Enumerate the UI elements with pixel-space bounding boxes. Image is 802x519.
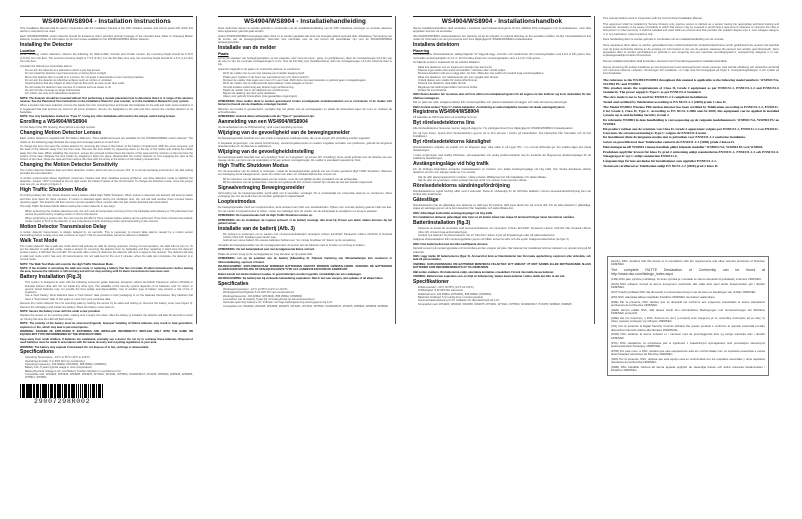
certification-notes <box>603 79 779 169</box>
paragraph: The High Traffic Shutdown Mode affects testing the motion detector in two ways: <box>20 205 116 209</box>
bullet-list <box>218 178 392 185</box>
bullet-list <box>218 72 392 98</box>
declaration-paragraph: (SWE) DSC bekräftar härmed att denna apparat uppfyller de väsentliga kraven och andra relevanta bestämmelser i Direktivet 1999/5/EC. <box>611 365 765 373</box>
paragraph: Verzending van de bewegingsmelder wordt altijd met 6 seconden vertraagd. Dit is noodzakelijk om onterechte alarmen te voorkomen. Deze vertraging van zes seconden kan niet worden gewijzigd of uitgeschakeld. <box>218 192 392 199</box>
list-item: • Do not locate the detector near sources of moisture such as steam or oil <box>25 86 193 89</box>
list-item: • Mount the detector flat on a wall or in a corner. Do not angle it downwards or use mounting brackets <box>25 76 193 79</box>
declaration-paragraph: (GRE) Δια του παρόντος, η DSC, δηλώνει ότι αυτή η συσκευή είναι σύμφωνη με τις ουσιώδεις απαιτήσεις και με όλες τις άλλες σχετικές αναφορές της Οδηγίας 1999/5/EC. <box>611 316 765 324</box>
list-item: • Battery Life: 5 years (typical usage in room temperature) <box>25 366 193 369</box>
paragraph: Alla rörelsedetektorer levereras med en vägg-till-vägg-lins. Tre ytterligare linser finns tillgängliga för WS4904/WS8904 rörelsedetektorn. <box>413 127 574 131</box>
list-item: • Placera inga melder eller andra värmekällor i närheten eller i direkt solljus. <box>418 69 591 72</box>
paragraph: Deze instructies dienen te worden gebruikt in combinatie met de installatiehandleiding van de DSC draadloze ontvanger en centrale waarmee deze apparatuur gebruikt gaat worden. <box>218 27 392 34</box>
list-item: • Battery/Nominal Voltage is 3V. Low Battery Trouble indication is provided at 2.2V <box>25 370 193 373</box>
declaration-paragraph: (ITA) Con la presente la Digital Security Controls dichiara che questo prodotto è conforme ai requisiti essenziali ed altre disposizioni rilevanti relative alla Direttiva 1999/05/CE. <box>611 324 765 332</box>
list-item: • For indoor use only (non-hazardous locations) <box>25 92 193 95</box>
paragraph: Avlägsna rörelsedetektorn från monteringsplattan genom att hålla i sensorns sidor och dra uppåt. Avlägsna batterilocket (se figur 3). <box>413 238 570 242</box>
note-paragraph: NOTE: The detector should be mounted without first performing a module placement test to determine that it is in range of the wireless receiver. See the Placement Test instructions in the Installation Sheet for your receiver, or in the Installation Manual for your system. <box>20 96 193 103</box>
barcode-number: 29007298R002 <box>34 397 91 405</box>
paragraph: Remove the motion detector from its mounting plate by holding the sensor by its sides and pulling up. Remove the battery cover (see Figure 3). Remove the old battery and install new battery. Place the battery cover back on. <box>20 302 193 309</box>
declaration-paragraph: (CZE) DSC jako výrobce prohlašuje, že tento výrobek je v souladu se všemi relevantními požadavky směrnice 1999/5/EC. <box>611 276 762 281</box>
list-item: • Richt de melder niet op reflecterende oppervlakken zoals spiegels of ramen. <box>223 82 392 85</box>
section-heading: Enrolling a WS4904/WS8904 <box>20 119 87 126</box>
declaration-paragraph: (SPA) Por la presente, DSC, declara que este equipo está en conformidad con los requisitos esenciales y otros requisitos relevantes de la Directiva 1999/5/EC. <box>611 356 765 365</box>
declaration-paragraph: The complete R&TTE Declaration of Conformity can be found at http://www.dsc.com/listings_index.aspx <box>611 268 765 277</box>
certification-paragraph: Getest en gecertificeerd door Telefication conform de EN50131-2-2 (2008) grade 2 klasse II. <box>603 140 735 145</box>
paragraph: Rörelsedetektorn har ett gåtestläge som aktiverar en LED-lysa för testbruk. LED-lysan tänds inte vid normal drift. För att sätta detektorn i gåtestläge, skapa ett sabotage genom att ta bort detektorn från bakplattan och sätta tillbaka den. <box>413 204 591 211</box>
column-dutch <box>218 16 392 309</box>
list-item: • Werkingsfrequentie: 433,92MHz (WS4904), 868,35MHz (WS8904) <box>223 295 392 298</box>
section-heading: Specifications <box>20 349 54 356</box>
barcode-bar <box>23 384 25 398</box>
paragraph: För att förlänga batteritiden använder rörelsedetektorn en funktion som kallas Avstängningsläge vid hög trafik. När rörelse detekteras skickar detektorn ett larm och stänger sedan av i tre minuter. <box>413 167 591 175</box>
paragraph: Op de achterkant van de PIR-behuizing, vindt u een zescijferig nummer. <box>218 126 304 130</box>
list-item: • Monteer de melder vlak tegen een muur of in een hoek. Richt deze niet naar beneden en gebruik geen montagebeugels. <box>223 79 392 82</box>
barcode-bar <box>37 384 39 398</box>
declaration-paragraph: (DUT) Hierbij verklaart DSC dat dit toestel in overeenstemming is met de eisen en bepalingen van richtlijn 1999/5/EC. <box>611 289 757 294</box>
list-item: • Do not limit the coverage by large obstructions <box>25 89 193 92</box>
barcode-bar <box>29 384 31 398</box>
paragraph: This manual shall be used in conjunction with the Control Panel Installation Manual. <box>603 17 703 20</box>
section-heading: Byt rörelsedetektorns känslighet <box>413 138 491 145</box>
list-item: • Werkingsluchtvochtigheid: 5 tot 93% RV niet-condenserend <box>223 291 392 294</box>
barcode-bar <box>99 384 101 398</box>
paragraph: Denna utrustning får endast installeras av servicepersonal (med servicepersonal menas personer med teknisk utbildning och erfarenhet att förstå och minimera riskerna i arbetet). Utrustningen bör installeras i en miljö med föroreningsgrad på högst 2, överspänningskategori II och endast på inomhusplatser. <box>603 65 779 76</box>
list-item: • Richt de melder niet op een trap waartoe een huisdier toegang heeft. <box>223 72 392 75</box>
barcode <box>20 384 193 398</box>
note-paragraph: OPMERKING: Als de installateur de looptest activeert of de batterij vervangt, dan moet hij 10 keer een alarm maken alvorens hij het gebied verlaat. <box>218 218 392 225</box>
certification-paragraph: Långsamt läge får inte användas för installationer som uppfyller EN50131-2-2. <box>603 158 717 163</box>
note-paragraph: NOTE: The polarity of the battery must be observed (Figure3). Improper handling of lithium batteries may result in heat generation, explosion or fire, which may lead to personal injuries. <box>20 322 193 329</box>
paragraph: De bewegingsmelder beschikt over een instelling "Snel" en "Langzaam" op jumper JP1 (Instelling). Deze wordt gebruikt voor de detectie van een nieuwe ruimte, een lens van de onderdelen of bij een andere montagehoogte. De melder is standaard ingesteld op Snel. <box>218 155 392 163</box>
paragraph: To prolong battery life, the motion detector uses a feature called High Traffic Shutdown. When motion is detected, the detector will send an alarm and then shut down for three minutes. If motion is detected again during the shutdown time, the unit will wait another three minutes before reporting again. The detector will then resume normal operation three minutes after the last motion detected was transmitted. <box>20 194 193 204</box>
list-item: • Rikta inte detektorn mot reflekterande ytor som speglar eller fönster. <box>418 76 591 79</box>
list-item: • When performing the module placement test, the unit must be temporarily removing it from the backplate and replacing it. The placement test cannot be performed by creating motion in front of the device. <box>25 210 193 217</box>
paragraph: Wanneer een locatie is geselecteerd, verwijder dan het plastic van de montagegaten en plaats de achterplaat tegen de muur en markeer de schroeflocaties. <box>218 107 392 114</box>
barcode-bar <box>102 384 103 398</box>
list-item: • Use a fresh battery. Most batteries have a "best before" date printed on their packaging or on the batteries themselves. Buy batteries that have a "best before" date of two years or more from your purchase date. <box>25 294 193 301</box>
paragraph: This equipment shall be installed by Service Persons only (service person is defined as a person having the appropriate technical training and experience necessary to be aware of hazards to which that person may be exposed in performing a task and of measures to minimize the risks to that person or other persons). It shall be installed and used within an environment that provides the pollution degree max 2, over voltages category II, in non-hazardous, indoor locations only. <box>603 22 779 36</box>
paragraph: I vissa omgivningar med kraftig luftrörelse, värmeapparater och andra problemvariabler ska du använda det långsamma detekteringsläget för att stabilisera detekteringen. <box>413 153 591 161</box>
subsection-heading: Plaats <box>218 52 229 57</box>
section-heading: Installing the Detector <box>20 41 73 48</box>
list-item: • Batteriets livslängd: 5 år (vanlig bruk i rumstemperatur) <box>418 296 591 299</box>
certification-paragraph: The reference to the WS4904/WS8904 throughout this manual is applicable to the following model numbers: WS4904 NA, WS4904 EU and WS8904. <box>603 77 779 86</box>
barcode-bar <box>85 384 87 398</box>
note-paragraph: NOTE: If the installer is relocating the walk test mode or replacing a battery that has not made 10 alarm transmissions before leaving the area, because the indicator is still working and will not stop working until 10 alarm transmissions have been sent. <box>20 267 193 274</box>
list-item: • Rikta inte detektorn mot en trappa som husdjur kan komma åt. <box>418 66 591 69</box>
note-paragraph: OPMERKING: Let op de polariteit van de batterij (Afbeelding 3). Onjuiste hantering van lithiumbatterijen kan resulteren in hitteontwikkeling, explosie of brand. <box>218 257 392 264</box>
section-heading: Changing the Motion Detector Sensitivity <box>20 162 118 168</box>
section-heading: Gåtestläge <box>413 197 439 204</box>
paragraph: De bewegingsmelder beschikt over een snelle en langzame meldingsmodus, die op de jumper JP1 (instelling) worden ingesteld. <box>218 137 371 141</box>
note-paragraph: OBS: Fäst batterilocket med den lilla medföljande skruven. <box>413 242 489 246</box>
note-paragraph: NOTE: The Walk Test Mode will override the High Traffic Shutdown Mode. <box>20 262 114 266</box>
paragraph: Each WS4904/WS8904 motion detector should be located so that it provides optimal coverage of the intended area. Refer to Changing Motion Detector Lenses below for information on the four lenses available for the WS4904/WS8904 Motion Detector. <box>20 34 193 42</box>
section-heading: Wijziging van de gevoeligheidsinstelling <box>218 148 314 155</box>
note-paragraph: OBS: Gåtestläget åsidosätter avstängningsläget vid hög trafik. <box>413 211 493 215</box>
list-item: • Använd nya batterier. De flesta batterier har ett "bäst före" datum tryckt på förpackningen eller på själva batterierna. <box>418 234 591 237</box>
paragraph: The motion detector features Fast and Slow detection modes, which are set on jumper JP1. In a normal operating environment, the fast setting provides the best detection. <box>20 169 193 176</box>
bullet-list <box>413 176 591 183</box>
list-item: • Bij het uitvoeren van de systeemtest, moet de unit gedurende drie minuten inactief zijn voordat de test kan worden uitgevoerd. <box>223 181 392 184</box>
content-blocks <box>218 27 392 308</box>
list-item: • Begränsa inte täckningsområdet med stora hinder. <box>418 86 591 89</box>
section-heading: Batteriinstallation (fig.3) <box>413 220 471 227</box>
declaration-of-conformity-box <box>607 256 769 376</box>
declaration-paragraph: (NOR) DSC erklærer at denne enheten er i samsvar med de grunnleggende krav og øvrige relevante krav i direktiv 1999/5/EF. <box>611 332 765 340</box>
page-title: WS4904/WS8904 - Installation Instructions <box>20 16 193 25</box>
note-paragraph: OBS! Denna detektor bör monteras utan att först utföra ett modulplaceringstest för att avgöra om den befinner sig inom räckvidden för den trådlösa mottagaren. <box>413 93 591 100</box>
content-blocks <box>20 27 193 380</box>
list-item: • Dit systeem is ontworpen om te werken met consumentenbatterijen: Energizer Lithium EL123AP, Panasonic Lithium CR123A of Duracell Lithium Ultra 123. Installeer geen ander type. <box>223 233 392 240</box>
note-paragraph: OPMERKING: Gebruik alleen achterplaten die als "Type C" gemarkeerd zijn. <box>218 115 315 119</box>
section-heading: High Traffic Shutdown Modus <box>218 163 289 169</box>
paragraph: Deze apparatuur dient alleen te worden geïnstalleerd door onderhoudstechnici (onderhoudstechnicus wordt gedefinieerd als persoon die beschikt over de juiste technische training en de ervaring om zich bewust te zijn van de gevaren waarmee die persoon kan worden geconfronteerd). Deze apparatuur dient te worden geïnstalleerd en gebruikt in een omgeving met een maximale vervuilingsgraad 2, overspanning categorie II, in niet-explosiegevaarlijke locaties binnenshuis. <box>603 44 779 58</box>
note-paragraph: VARNING: EXPLOSIONSFARA OM BATTERIER MONTERAS FELAKTIGT. BYT ENDAST UT MOT SAMMA ELLER MOTSVARANDE SLAGS BATTERIER SOM REKOMMENDERATS AV TILLVERKAREN. <box>413 262 591 270</box>
section-heading: Changing Motion Detector Lenses <box>20 130 102 137</box>
certification-paragraph: De installateur dient de langzame modus niet te gebruiken voor EN50131-2-2 conforme installaties. <box>603 135 746 140</box>
paragraph: The motion detector has a walk test mode which will activate an LED for testing purposes. During normal operation, the LED will not turn on. To put the detector in walk test mode, create a tamper by removing the detector from its backplate and then replacing it. Each time the detector senses motion, it will flash the red LED. Six seconds after motion is detected, the detector will send a signal to the receiver. The detector will stay in walk test mode until it has sent 10 transmissions. Do not walk test for the next 3 minutes; when the walk test completes, the detector is in normal mode. <box>20 244 193 262</box>
list-item: • Nominale spanning batterij is 3V. Indicatie voor lage batterijspanning wordt gegeven bij 2,2V <box>223 301 392 304</box>
note-paragraph: Om installatören aktiverar gåtestläget eller byter ut ett batteri måste han skapa 10 larmöverföringar innan han lämnar området. <box>413 216 575 220</box>
section-heading: Motion Detector Transmission Delay <box>20 223 107 230</box>
content-blocks <box>413 27 591 306</box>
paragraph: To change the lens, first open the motion detector by removing the screw in the bottom of the battery compartment. With the cover removed, pull the back of the detector away from the front case. Remove the lens holder by squeezing down on the top of the holder and pulling the holder away from the case. When installing the new lens, ensure the grooved surface faces the interior of the case and the notches on the lens face the bottom of the case. Replace the lens holder by snapping it back into place. Reassemble the motion detector by first engaging the clips at the bottom of the case. Close the case and then secure the case with the screw in the bottom of the battery compartment. <box>20 145 193 162</box>
column-swedish <box>413 16 591 307</box>
barcode-bar <box>65 384 67 398</box>
barcode-bar <box>43 384 45 398</box>
list-item: • Operating Frequency: 433.92MHz (WS4904), 868.35MHz (WS8904) <box>25 363 193 366</box>
declaration-paragraph: (DAN) DSC erklærer herved at denne komponent overholder alle vitale krav samt andre bestemmelser gitt i direktiv 1999/5/EC. <box>611 281 765 289</box>
bullet-list <box>218 288 392 308</box>
paragraph: Replace the sensor on its mounting plate, making sure it snaps into place. After the battery is installed, the detector will take 60 seconds to warm up. During this time the LED will flash slowly. <box>20 314 193 321</box>
note-paragraph: WARNING: DANGER OF EXPLOSION IF BATTERIES ARE INSTALLED INCORRECTLY. REPLACE ONLY WITH THE SAME OR EQUIVALENT TYPE RECOMMENDED BY THE MANUFACTURER. <box>20 330 193 337</box>
section-heading: Installatie van de batterij (Afb. 3) <box>218 225 295 232</box>
list-item: • Driftfuktighet: 5 till 93% RH icke-kond. <box>418 289 591 292</box>
list-item: • Compatibel met: WS4920, WS4945, WS4965, WS4975, WT4901, WT4911, WT5500, SCW9045/47, PC9155, WS8920, WS8945, WS8965 <box>223 305 392 308</box>
note-paragraph: OBS! Använd endast "Type C"-märkta bakplattor. Användning av andra bakplattor kommer att skada sabotagebrytaren. <box>413 105 566 109</box>
list-item: • Avoid locations that are subject to direct high air flow such as near an air duct outlet <box>25 82 193 85</box>
list-item: • Alleen voor gebruik binnenshuis (niet-gevaarlijke omgevingen). <box>223 95 392 98</box>
section-heading: Looptestmodus <box>218 199 256 206</box>
note-paragraph: Buiten bereik van kleine kinderen houden. In geval batterijen worden ingeslikt, onmiddellijk een arts raadplegen. <box>218 272 362 276</box>
paragraph: Plaats de sensor terug op de montageplaat en zorg dat deze op zijn plaats klikt. <box>218 252 313 256</box>
note-paragraph: OPMERKING: Zet het batterijdeksel vast met de bijgeleverde kleine schroef. <box>218 248 315 252</box>
subsection-heading: Location <box>20 48 35 53</box>
list-item: • Operating Humidity: 5 to 93% RH non-condensing <box>25 360 193 363</box>
paragraph: För att byta linsen, öppna först rörelsedetektorn genom att ta bort skruven i botten på batterifacket. Dra bakstycket från framsidan och ta bort linshållaren. <box>413 131 591 139</box>
list-item: • Vermijd locaties onderhevig aan directe hoge luchtstroming. <box>223 86 392 89</box>
section-heading: Walk Test Mode <box>20 237 58 244</box>
certification-paragraph: This product meets the requirements of Class II, Grade 2 equipment as per EN50131-1, EN50131-2-2 and EN50131-6 Standards. The power supply is Type C as per EN50131-6 Standard. <box>603 86 779 95</box>
paragraph: Om de levensduur van de batterij te verlengen, maakt de bewegingsmelder gebruik van een functie genaamd High Traffic Shutdown. Wanneer een beweging wordt waargenomen, stuurt de melder een alarm en schakelt daarna drie minuten uit. <box>218 170 392 177</box>
paragraph: Ta följande punkter i beaktande för att undvika falsklarm: <box>413 61 481 65</box>
paragraph: When a location has been selected, remove the plastic from the mounting holes and locate the backplate on the wall and mark screw locations. It is suggested that wall anchors be used for all screw locations. Secure the backplate to the wall and then secure the enrolled detector to its backplate. <box>20 104 193 114</box>
list-item: • När du utför placeringstestet för modulen, måste enheten tillfälligt tas bort från bakplattan och sättas tillbaka. <box>418 176 591 179</box>
paragraph: Vid placering av rörelsedetektorer, iakttag följande: för Vägg-till-vägg-, Korridor- och Gardinlinser bör monteringshöjden vara 1,8-3 m från golvet. Den nominella monteringshöjden är 2,3 m. För Pet Alley-linsen bör monteringshöjden vara 1,2-1,8 m från golvet. <box>413 53 591 60</box>
paragraph: In bepaalde omgevingen, met sterke luchtstroming, verwarmingselementen en andere mogelijke oorzaken van problemen, gebruik de langzame detectiemodus om de detectie te stabiliseren. <box>218 141 392 149</box>
paragraph: In certain environments where significant movement, heaters and other variables present problems, use Slow detection mode to stabilize the detection. Jumper "JP1" is located at the top right under the battery bracket of the circuit board. To change the detection mode, move the jumper over one pin, as shown in Figure 4. <box>20 176 193 187</box>
bullet-list <box>413 66 591 92</box>
certification-paragraph: Hänvisningarna till WS8904 i denna handbok gäller följande modeller: WS8904 NA, WS8904 EU och WS8904. <box>603 145 764 150</box>
list-item: • Operating Temperature: -10°C to 55°C (14°F to 131°F) <box>25 356 193 359</box>
bullet-list <box>413 227 591 237</box>
declaration-paragraph: (FIN) DSC vakuuttaa laitteen täyttävän direktiivin 1999/5/EC olennaiset vaatimukset. <box>611 294 716 299</box>
note-paragraph: OPMERKING: De looptestmodus heft de High Traffic Shutdown modus op. <box>218 214 313 218</box>
list-item: • This system is designed to work with the following consumer grade batteries: Energizer Lithium EL123AP, Panasonic Lithium CR123A or Duracell Lithium Ultra 123. Do not install any other type. The reliability of the security system depends on its batteries, and "no name" or generic brand batteries may not provide the best quality and dependability. Use of another type of battery may present a risk of fire or explosion. <box>25 281 193 294</box>
column-divider <box>196 16 197 324</box>
note-paragraph: WAARSCHUWING: EXPLOSIEGEVAAR WANNEER BATTERIJEN ONJUIST WORDEN GEÏNSTALLEERD. VERVANG DE BATTERIJEN ALLEEN DOOR HETZELFDE OF EEN EQUIVALENTE TYPE ALS AANBEVOLEN DOOR DE FABRIKANT. <box>218 265 392 272</box>
section-heading: Avstängningsläge vid hög trafik <box>413 160 489 167</box>
list-item: • Do not aim the detector at a stairwell to which a pet has access <box>25 69 193 72</box>
section-heading: High Traffic Shutdown Mode <box>20 187 88 194</box>
section-heading: Registrera WS4904/WS8904 <box>413 109 479 116</box>
bullet-list <box>413 286 591 306</box>
certification-paragraph: Testad och certifierad av Telefication enligt EN 50131-2-2 (2008) grad 2 klass II. <box>603 163 719 168</box>
section-heading: Rörelsedetektorns sändningsfördröjning <box>413 182 510 189</box>
paragraph: Alla WS4904/WS8904 rörelsedetektorer bör placeras så att de erbjuder en optimal täckning av det avsedda området. Se Byt rörelsedetektorns lins nedan för information om de fyra linserna som finns tillgängliga för WS4904/WS8904 rörelsedetektor. <box>413 34 591 42</box>
list-item: • När du utför ett systemtest, måste enheten lämnas orörd i tre minuter innan test kan utföras. <box>418 179 591 182</box>
section-heading: Aanmelding van een WS4904/WS8904 <box>218 119 308 126</box>
paragraph: Houd het volgende in de gaten om onterechte alarmen te voorkomen: <box>218 67 301 71</box>
paragraph: When mounting motion detectors, observe the following: for Wall-to-Wall, Corridor and Curtain Lenses, the mounting height should be 6-10 ft (1.8-3m) from the floor. The nominal mounting height is 7.5 ft (2.3m). For the Pet Alley lens only, the mounting height should be 4-6 ft (1.2-1.8m) from the floor. <box>20 53 193 64</box>
declaration-paragraph: Hereby, DSC, declares that this device is in compliance with the requirements and other relevant provisions of Directive 1999/5/EC. <box>611 259 765 267</box>
section-heading: Specificaties <box>218 281 249 288</box>
list-item: • Endast för inomhusbruk. <box>418 89 591 92</box>
section-heading: Byt rörelsedetektorns lins <box>413 120 475 127</box>
paragraph: This Installation Manual shall be used in conjunction with the Installation Manual of the DSC wireless receiver and control panel with which this device is intended to be used. <box>20 27 193 34</box>
note-paragraph: OBS: Lägg märke till batteripolerna (figur 3). Ansvarslöst bruk av litiumbatterier kan förorsaka upphettning, explosion eller eldsvåda, och leda till personskador. <box>413 255 591 262</box>
section-heading: Signaalvertraging Bewegingsmelder <box>218 184 305 191</box>
list-item: • Montera detektorn rakt på en vägg eller i ett hörn. Rikta den inte nedåt och använd inga monteringsfästen. <box>418 72 591 75</box>
certification-paragraph: Tested and certified by Telefication according to EN 50131-2-2 (2008) grade 2 class II. <box>603 100 727 105</box>
paragraph: De bewegingsmelder heeft een looptestmodus, deze activeert een LED voor testdoeleinden. Tijdens een normale werking gaat de LED niet aan. Om de melder in looptestmodus te zetten, creëer een sabotage door de melder van de achterplaat te verwijderen en terug te plaatsen. <box>218 206 392 213</box>
list-item: • Kompatibel med: WS4920, WS4945, WS4965, WS4975, WT4901, WT4911, WT5500, SCW9045/47, PC9155, WS8920, WS8945 <box>418 303 591 306</box>
subsection-heading: Placering <box>413 48 430 53</box>
paragraph: Each motion detector is supplied with the Wall-to-Wall lens. Three additional lenses are available for the WS4904/WS8904 motion detector. The charts on the following page illustrate the range and coverage patterns of each lens. <box>20 137 193 144</box>
list-item: • Compatible with: WS4920, WS4945, WS4965, WS4975, WT4901, WT4911, WT5500, SCW9045/47, PC9155, WS8920, WS8945, WS8965, WT8911, WT8901 <box>25 373 193 380</box>
column-divider <box>594 16 595 324</box>
barcode-bar <box>93 384 95 398</box>
paragraph: On the back of the PIR housing, there will be a six-digit number. <box>20 126 96 130</box>
bullet-list <box>218 233 392 243</box>
list-item: • Systemet är avsett att användas med konsumentbatterier som Energizer Lithium EL123AP, Panasonic Lithium CR123A eller Duracell Lithium Ultra 123. Använd inga andra batterityper. <box>418 227 591 234</box>
list-item: • Undvik platser som utsätts för starka luftströmmar. <box>418 79 591 82</box>
note-paragraph: Keep away from small children. If batteries are swallowed, promptly see a doctor. Do not try to recharge these batteries. Disposal of used batteries must be made in accordance with the waste recovery and recycling regulations in your area. <box>20 337 193 345</box>
list-item: • Bij het uitvoeren van de plaatsingstest van de module, moet de unit tijdelijk worden verwijderd van de achterplaat. <box>223 178 392 181</box>
list-item: • Drifttemperatur: -10°C till 55°C (14°F till 131°F) <box>418 286 591 289</box>
certification-paragraph: The Model WS8904 Wireless PIR motion detector has been certified by Telefication according to EN50131-2-2, EN50131-6 for Grade 2, Class II, Type C. According to EN 50131-1:2006 and A1:2009, this equipment can be applied in installed systems up to and including Security Grade 2. <box>603 105 779 117</box>
barcode-bar <box>71 384 73 398</box>
list-item: • Radiofrekvens: 433,92MHz (WS4904), 868,35MHz (WS8904) <box>418 293 591 296</box>
note-paragraph: WAARSCHUWING: De batterij kan bij verkeerde behandeling exploderen. Niet in het vuur werpen, niet opladen of uit elkaar halen. <box>218 277 384 281</box>
section-heading: Battery Installation (Fig.3) <box>20 274 82 281</box>
bullet-list <box>20 356 193 379</box>
certification-paragraph: The slow mode is not to be used for EN50131-2-2 compliant installations. <box>603 95 709 100</box>
paragraph: Deze handleiding dient te worden gebruikt in combinatie met de installatiehandleiding van de centrale. <box>603 38 725 42</box>
paragraph: Verwijder de bewegingsmelder van de montageplaat door de sensor aan de zijkanten vast te houden en omhoog te trekken. <box>218 243 366 247</box>
section-heading: Specifikationer <box>413 278 449 285</box>
bullet-list <box>20 69 193 95</box>
column-english <box>20 16 193 405</box>
barcode-bar <box>78 384 80 398</box>
page-title: WS4904/WS8904 - Installatiehandleiding <box>218 16 392 25</box>
paragraph: Rörelsedetektorns signal fördröjs alltid med 6 sekunder. Detta är nödvändigt för att förhindra falsklarm. Denna sexsekundersfördröjning kan inte ändras eller avaktiveras. <box>413 189 591 197</box>
note-paragraph: NOTE: Use only backplates marked as "Type C". Using any other backplates will result in the tamper switch being broken. <box>20 115 176 119</box>
list-item: • Levensduur van de batterij: 5 jaar (bij normaal gebruik op kamertemperatuur) <box>223 298 392 301</box>
list-item: • When performing a system test, the unit must be left idle for three minutes before testing can be performed. Once three minutes has passed, create motion in front of the detector to see if the device is both detecting motion and transmitting to the receiver. <box>25 217 193 224</box>
paragraph: Denna installationshandbok skall användas i samband med Övervakningspanelens installationshandbok. <box>603 59 728 63</box>
paragraph: Återsätt sensorn på monteringsplattan och kontrollera att den snäpper på plats. När batteriet har installerats behöver detektorn en uppvärmning på 60 sekunder. <box>413 247 591 254</box>
bullet-list <box>20 281 193 301</box>
declaration-paragraph: (FRE) Par la présente, DSC déclare que ce dispositif est conforme aux exigences essentielles et autres stipulations pertinentes de la Directive 1999/5/EC. <box>611 299 765 307</box>
declaration-paragraph: (POR) Por este meio, a DSC, declara que este equipamento está em conformidade com os requisitos essenciais e outras determinações relevantes da Directiva 1999/5/EC. <box>611 348 765 357</box>
list-item: • Plaats geen melders in de buurt van warmtebronnen of in direct zonlicht. <box>223 76 392 79</box>
barcode-bar <box>57 384 59 398</box>
certification-paragraph: Produkten uppfyller kraven för klass II, grad 2 utrustning enligt standarderna EN50131-1, EN50131-2-2 och EN50131-6. Nätaggregat är typ C enligt standarden EN50131-6. <box>603 150 779 159</box>
paragraph: På baksidan av PIR-huset finns ett sexsiffrigt nummer. <box>413 116 478 120</box>
section-heading: Wijziging van de gevoeligheid van de bewegingsmelder <box>218 130 350 137</box>
paragraph: Denna installationshandbok skall användas i samband med bruksanvisningarna till den trådlösa DSC-mottagaren och kontrollpanelen, med vilka apparaten kommer att användas. <box>413 27 591 34</box>
list-item: • Gebruik een verse batterij. De meeste batterijen hebben een "ten minste houdbaar tot" datum op de verpakking. <box>223 239 392 242</box>
page-title: WS4904/WS8904 - Installationshandbok <box>413 16 591 25</box>
paragraph: Let bij het plaatsen van bewegingsmelders op het volgende: voor muur-tot-muur-, gang- en gordijnlenzen, dient de montagehoogte 1,8-3,0m van de vloer te zijn. De nominale montagehoogte is 2,3m. Voor de Pet Alley lens (huisdierenlens), dient de montagehoogte 1,2-1,8m vanaf de vloer te zijn. <box>218 56 392 67</box>
note-paragraph: Håll undan småbarn. Om batterierna sväljs ska läkare kontaktas omedelbart. Försök inte ladda dessa batterier. <box>413 270 554 274</box>
list-item: • Do not aim the detector at reflective surfaces such as mirrors or windows <box>25 79 193 82</box>
paragraph: A motion detector transmission is always delayed by six seconds. This is necessary to prevent false alarms caused by a motion sensor transmitting before a delay zone has a chance to report. This six-second delay cannot be altered or disabled. <box>20 230 193 237</box>
note-paragraph: OPMERKING: Deze melder dient te worden gemonteerd zonder voorafgaande modulelocatietest om te controleren of de melder zich binnen het bereik van de draadloze ontvanger bevindt. <box>218 99 392 107</box>
list-item: • Beperk de dekking niet door grote obstakels. <box>223 92 392 95</box>
list-item: • Werkingstemperatuur: -10°C tot 55°C (14°F tot 131°F) <box>223 288 392 291</box>
paragraph: Consider the following to avoid false alarms: <box>20 64 73 68</box>
certification-paragraph: Dit product voldoet aan de vereisten van Class II, Grade 2 apparatuur volgens per EN50131-1, EN50131-2-2 en EN50131-6 normen. De stroomvoorziening is Type C volgens de EN50131-6 norm. <box>603 126 779 135</box>
column-compliance <box>603 17 779 255</box>
paragraph: Rörelsedetektorn erbjuder ett snabbt och ett långsamt läge, vilka ställs in på bygel JP1. I en normal driftsmiljö ger det snabba läget den bästa detekteringen. <box>413 146 591 153</box>
note-paragraph: WARNING: The battery may explode if mistreated. Do not dispose of in fire, recharge or disassemble. <box>20 345 150 349</box>
note-paragraph: NOTE: Secure the battery cover with the small screw provided. <box>20 309 101 313</box>
certification-paragraph: De referentie WS8904 in deze handleiding is van toepassing op de volgende modelnummers: WS8904 NA, WS8904 EU en WS8904. <box>603 117 779 126</box>
declaration-paragraph: (GER) Hiermit erklärt DSC, daß dieses Gerät den erforderlichen Bedingungen und Vorrausetzungen der Richtlinie 1999/5/EC entspricht. <box>611 307 765 316</box>
list-item: • Plaats de melder niet in de nabijheid van vochtbronnen. <box>223 89 392 92</box>
section-heading: Installera detektorn <box>413 41 460 48</box>
list-item: • Placera inte detektorn nära källor till fukt. <box>418 82 591 85</box>
note-paragraph: VARNING: Batteriet kan explodera som en följd av felhantering. Varken kasta batteriet i elden, ladda det eller ta det isär. <box>413 275 566 279</box>
declaration-paragraph: (POL) DSC oświadcza, że urządzenie jest w zgodności z zasadniczymi wymaganiami oraz pozostałymi stosownymi postanowieniami Dyrektywy 1999/5/WE. <box>611 340 765 348</box>
bullet-list <box>20 210 193 223</box>
column-divider <box>395 16 396 324</box>
section-heading: Installatie van de melder <box>218 45 277 52</box>
paragraph: När en plats har valts, avlägsna plasten från monteringshålen och placera bakplattan på väggen och märk skruvarnas placeringar. <box>413 101 568 105</box>
list-item: • Do not install the detector near heat sources or facing direct sunlight <box>25 72 193 75</box>
paragraph: Iedere WS4904/WS8904 bewegingsmelder dient zo te worden geplaatst dat deze het beoogde gebied optimaal dekt. Raadpleeg "Vervanging van de lenzen van de bewegingsmelder" hieronder voor informatie over de vier lenzen die beschikbaar zijn voor de WS4904/WS8904 bewegingsmelder. <box>218 34 392 45</box>
barcode-bar <box>51 384 53 398</box>
installation-notes <box>603 17 779 76</box>
list-item: • Nominell batterispänning är 3V. Indikation för låg batterinivå vid 2,2V <box>418 299 591 302</box>
